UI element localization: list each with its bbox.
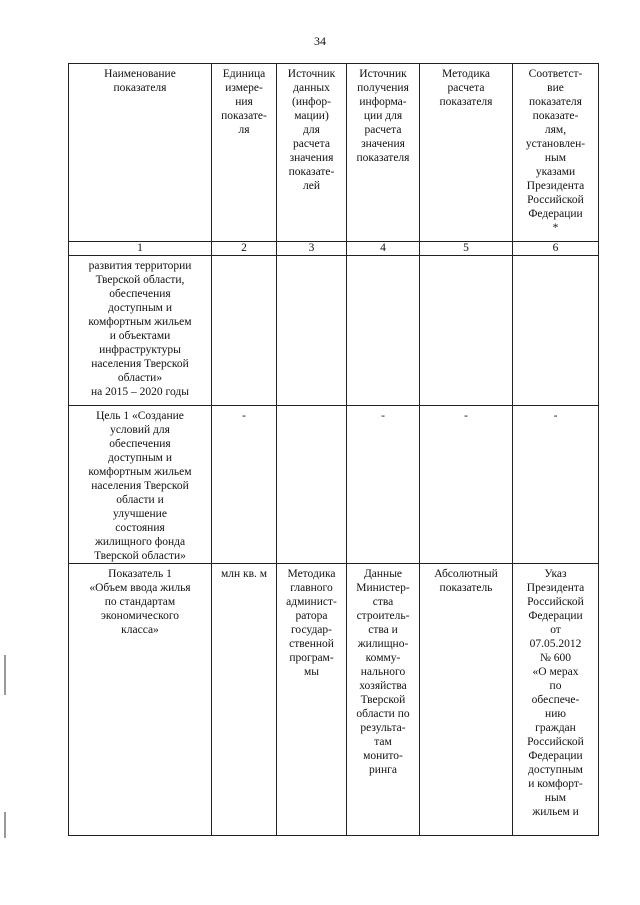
column-number: 4: [347, 242, 420, 256]
table-row: [69, 564, 599, 836]
header-data-source: Источник данных (инфор- мации) для расчета значения показате- лей: [277, 64, 347, 242]
page-number: 34: [314, 34, 326, 48]
header-info-source: Источник получения информа- ции для расчета значения показателя: [347, 64, 420, 242]
table-cell: [212, 256, 277, 406]
column-number-row: [69, 242, 599, 256]
table-row: [69, 256, 599, 406]
table-cell: [277, 256, 347, 406]
table-cell: Указ Президента Российской Федерации от 07.05.2012 № 600 «О мерах по обеспече- нию граждан Российской Федерации доступным и комфорт- ным жильем и: [513, 564, 599, 836]
table-cell: [420, 256, 513, 406]
header-method: Методика расчета показателя: [420, 64, 513, 242]
table-cell: [513, 256, 599, 406]
indicator-table: [68, 63, 599, 836]
table-cell: Данные Министер- ства строитель- ства и жилищно- комму- нального хозяйства Тверской области по результа- там монито- ринга: [347, 564, 420, 836]
header-indicator-name: Наименование показателя: [69, 64, 212, 242]
margin-mark: [4, 655, 6, 695]
table-cell: Абсолютный показатель: [420, 564, 513, 836]
column-number: 6: [513, 242, 599, 256]
table-cell: развития территории Тверской области, обеспечения доступным и комфортным жильем и объектами инфраструктуры населения Тверской области» на 2015 – 2020 годы: [69, 256, 212, 406]
column-number: 5: [420, 242, 513, 256]
margin-mark: [4, 812, 6, 838]
column-number: 1: [69, 242, 212, 256]
table-cell: -: [420, 406, 513, 564]
table-cell: [347, 256, 420, 406]
table-cell: -: [513, 406, 599, 564]
table-cell: -: [212, 406, 277, 564]
table-row: [69, 406, 599, 564]
table-cell: Методика главного админист- ратора государ- ственной програм- мы: [277, 564, 347, 836]
table-cell: Цель 1 «Создание условий для обеспечения доступным и комфортным жильем населения Тверской области и улучшение состояния жилищного фонда Тверской области»: [69, 406, 212, 564]
header-compliance: Соответст- вие показателя показате- лям, установлен- ным указами Президента Российской Федерации *: [513, 64, 599, 242]
table-cell: -: [347, 406, 420, 564]
table-header-row: [69, 64, 599, 242]
table-cell: [277, 406, 347, 564]
column-number: 3: [277, 242, 347, 256]
header-unit: Единица измере- ния показате- ля: [212, 64, 277, 242]
column-number: 2: [212, 242, 277, 256]
table-cell: Показатель 1 «Объем ввода жилья по стандартам экономического класса»: [69, 564, 212, 836]
table-cell: млн кв. м: [212, 564, 277, 836]
